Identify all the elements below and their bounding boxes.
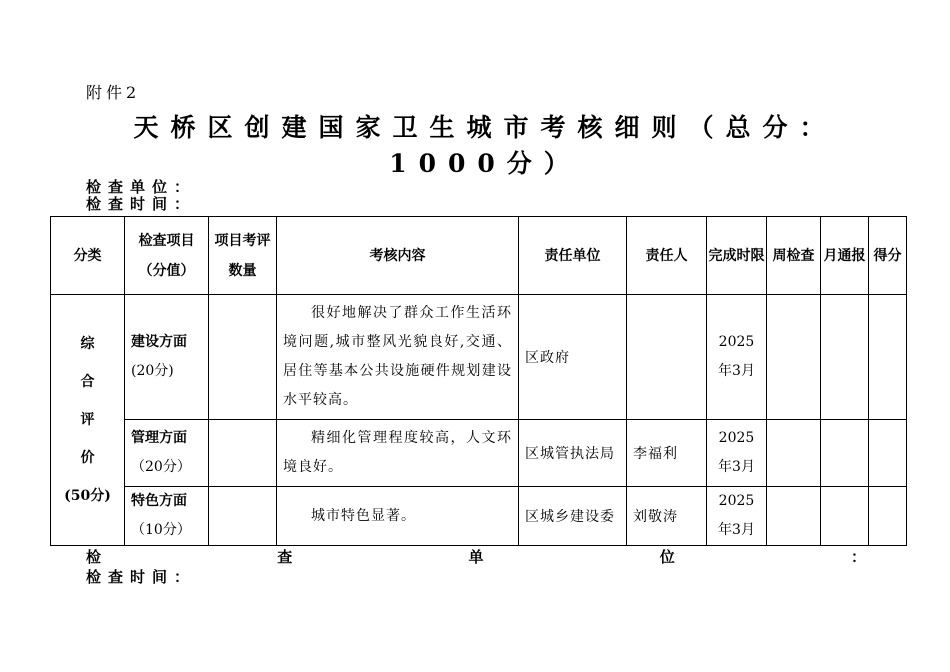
item-name: 管理方面 [131, 430, 187, 446]
check-time-label: 检查时间： [86, 195, 197, 213]
category-char: 综 [80, 336, 95, 352]
monthly-cell [821, 420, 869, 487]
attachment-label: 附件2 [86, 83, 141, 102]
table-header-row [51, 217, 907, 295]
monthly-cell [821, 295, 869, 420]
deadline-month: 年3月 [718, 522, 755, 538]
category-char: 合 [80, 374, 95, 390]
footer-check-unit [86, 546, 866, 567]
category-char: 评 [80, 412, 95, 428]
count-cell [209, 420, 277, 487]
deadline-cell [707, 295, 767, 420]
document-title: 天桥区创建国家卫生城市考核细则（总分：1000分） [133, 113, 837, 178]
item-score: （20分） [131, 459, 191, 475]
deadline-month: 年3月 [718, 363, 755, 379]
unit-cell: 区城管执法局 [519, 420, 627, 487]
header-item: 检查项目（分值） [125, 217, 209, 295]
check-unit-label: 检查单位： [86, 178, 197, 196]
header-weekly: 周检查 [767, 217, 821, 295]
weekly-cell [767, 420, 821, 487]
content-text: 很好地解决了群众工作生活环境问题,城市整风光貌良好,交通、居住等基本公共设施硬件规划建设水平较高。 [283, 305, 512, 408]
monthly-cell [821, 487, 869, 546]
table-row [51, 295, 907, 420]
footer-unit-char: 位 [659, 548, 675, 566]
header-person: 责任人 [627, 217, 707, 295]
deadline-month: 年3月 [718, 459, 755, 475]
deadline-year: 2025 [718, 334, 755, 350]
item-cell [125, 487, 209, 546]
person-cell: 刘敬涛 [627, 487, 707, 546]
header-score: 得分 [869, 217, 907, 295]
deadline-cell [707, 487, 767, 546]
category-char: 价 [80, 450, 95, 466]
item-name: 建设方面 [131, 334, 187, 350]
deadline-cell [707, 420, 767, 487]
score-cell [869, 420, 907, 487]
footer-unit-char: 检 [86, 548, 102, 566]
deadline-year: 2025 [718, 493, 755, 509]
category-cell [51, 295, 125, 546]
unit-cell: 区城乡建设委 [519, 487, 627, 546]
weekly-cell [767, 295, 821, 420]
category-score: (50分) [64, 488, 111, 504]
item-score: （10分） [131, 522, 191, 538]
footer-unit-char: 单 [468, 548, 484, 566]
item-score: (20分) [131, 363, 174, 379]
score-cell [869, 487, 907, 546]
footer-check-time: 检查时间： [86, 568, 197, 586]
footer-unit-char: ： [850, 548, 866, 566]
item-cell [125, 420, 209, 487]
content-cell [277, 487, 519, 546]
deadline-year: 2025 [718, 430, 755, 446]
unit-cell: 区政府 [519, 295, 627, 420]
table-row [51, 487, 907, 546]
header-count: 项目考评数量 [209, 217, 277, 295]
score-cell [869, 295, 907, 420]
assessment-table [50, 216, 907, 546]
header-deadline: 完成时限 [707, 217, 767, 295]
content-cell [277, 420, 519, 487]
header-content: 考核内容 [277, 217, 519, 295]
person-cell: 李福利 [627, 420, 707, 487]
table-row [51, 420, 907, 487]
weekly-cell [767, 487, 821, 546]
item-name: 特色方面 [131, 493, 187, 509]
content-text: 精细化管理程度较高，人文环境良好。 [283, 430, 512, 475]
header-unit: 责任单位 [519, 217, 627, 295]
count-cell [209, 295, 277, 420]
count-cell [209, 487, 277, 546]
header-monthly: 月通报 [821, 217, 869, 295]
item-cell [125, 295, 209, 420]
footer-unit-char: 查 [277, 548, 293, 566]
content-text: 城市特色显著。 [311, 507, 416, 524]
header-category: 分类 [51, 217, 125, 295]
person-cell [627, 295, 707, 420]
content-cell [277, 295, 519, 420]
